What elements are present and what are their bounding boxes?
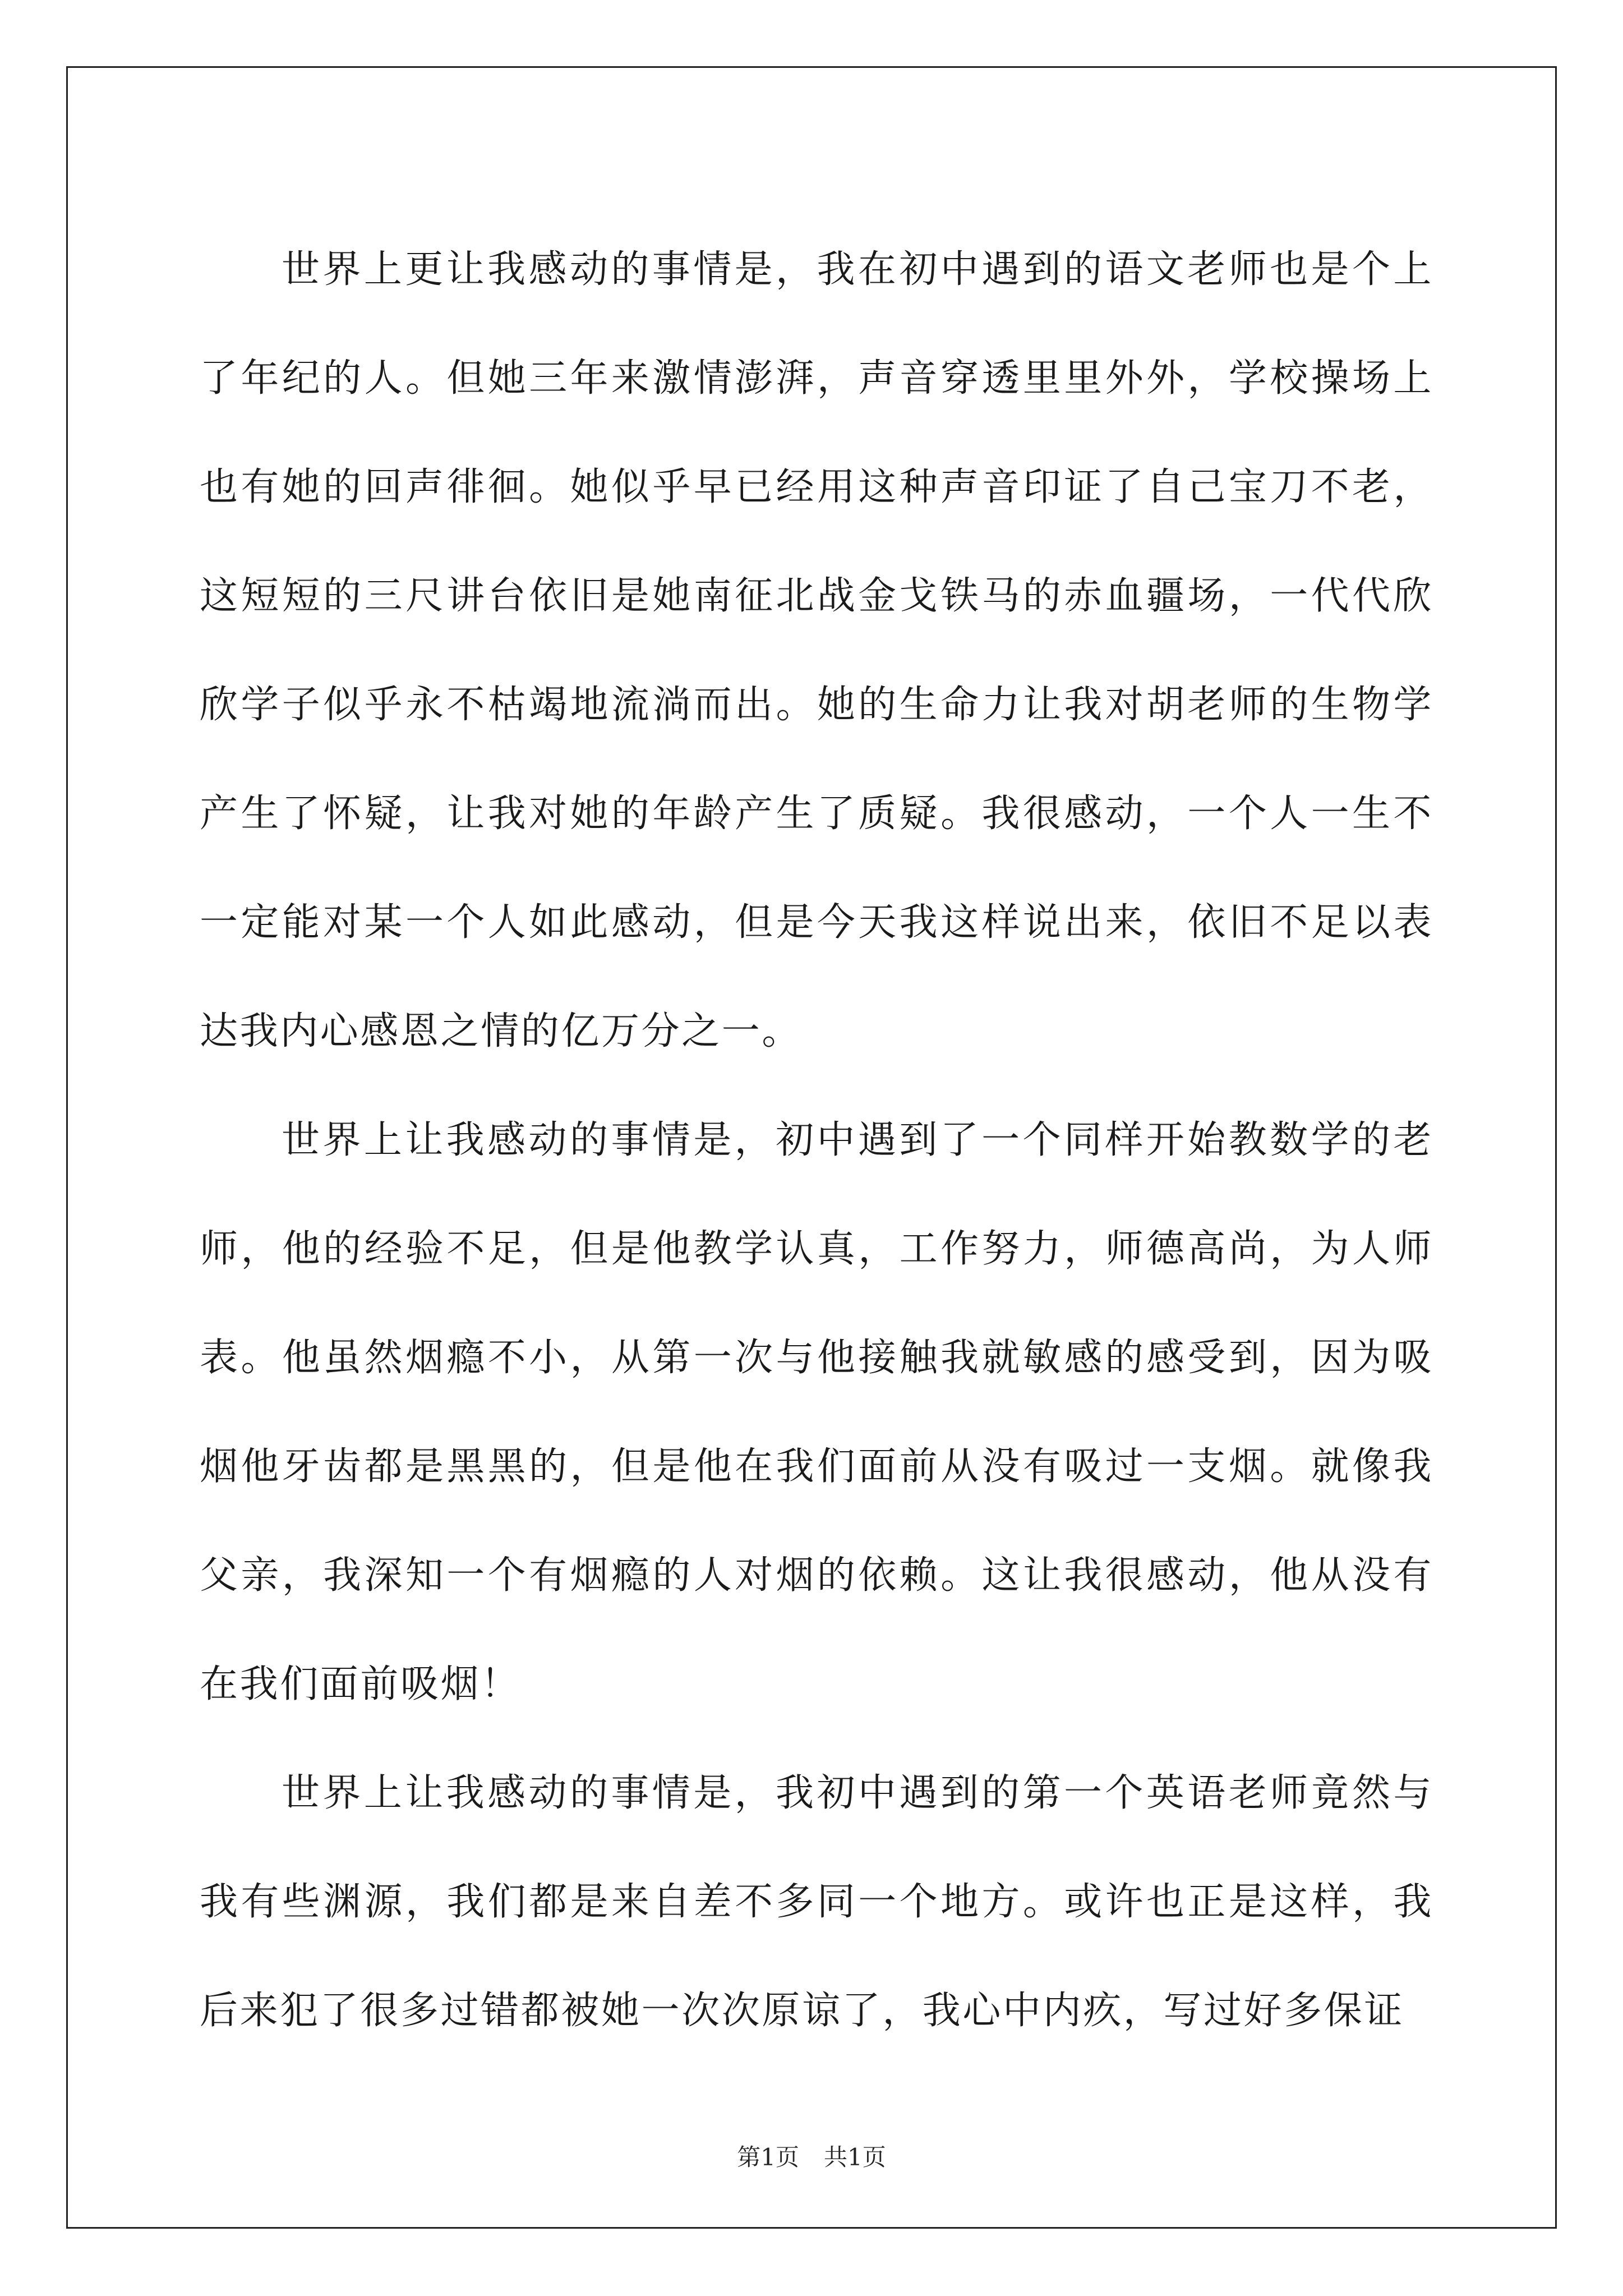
page-footer	[0, 2141, 1623, 2174]
paragraph-chinese-teacher: 世界上更让我感动的事情是，我在初中遇到的语文老师也是个上了年纪的人。但她三年来激情澎湃，声音穿透里里外外，学校操场上也有她的回声徘徊。她似乎早已经用这种声音印证了自己宝刀不老，这短短的三尺讲台依旧是她南征北战金戈铁马的赤血疆场，一代代欣欣学子似乎永不枯竭地流淌而出。她的生命力让我对胡老师的生物学产生了怀疑，让我对她的年龄产生了质疑。我很感动，一个人一生不一定能对某一个人如此感动，但是今天我这样说出来，依旧不足以表达我内心感恩之情的亿万分之一。	[200, 247, 1433, 1053]
document-body	[200, 215, 1433, 2065]
paragraph-math-teacher: 世界上让我感动的事情是，初中遇到了一个同样开始教数学的老师，他的经验不足，但是他教学认真，工作努力，师德高尚，为人师表。他虽然烟瘾不小，从第一次与他接触我就敏感的感受到，因为吸烟他牙齿都是黑黑的，但是他在我们面前从没有吸过一支烟。就像我父亲，我深知一个有烟瘾的人对烟的依赖。这让我很感动，他从没有在我们面前吸烟！	[200, 1118, 1433, 1706]
page-number-total: 共1页	[824, 2143, 886, 2171]
paragraph-english-teacher: 世界上让我感动的事情是，我初中遇到的第一个英语老师竟然与我有些渊源，我们都是来自差不多同一个地方。或许也正是这样，我后来犯了很多过错都被她一次次原谅了，我心中内疚，写过好多保证	[200, 1771, 1433, 2033]
page-number-current: 第1页	[737, 2143, 799, 2171]
